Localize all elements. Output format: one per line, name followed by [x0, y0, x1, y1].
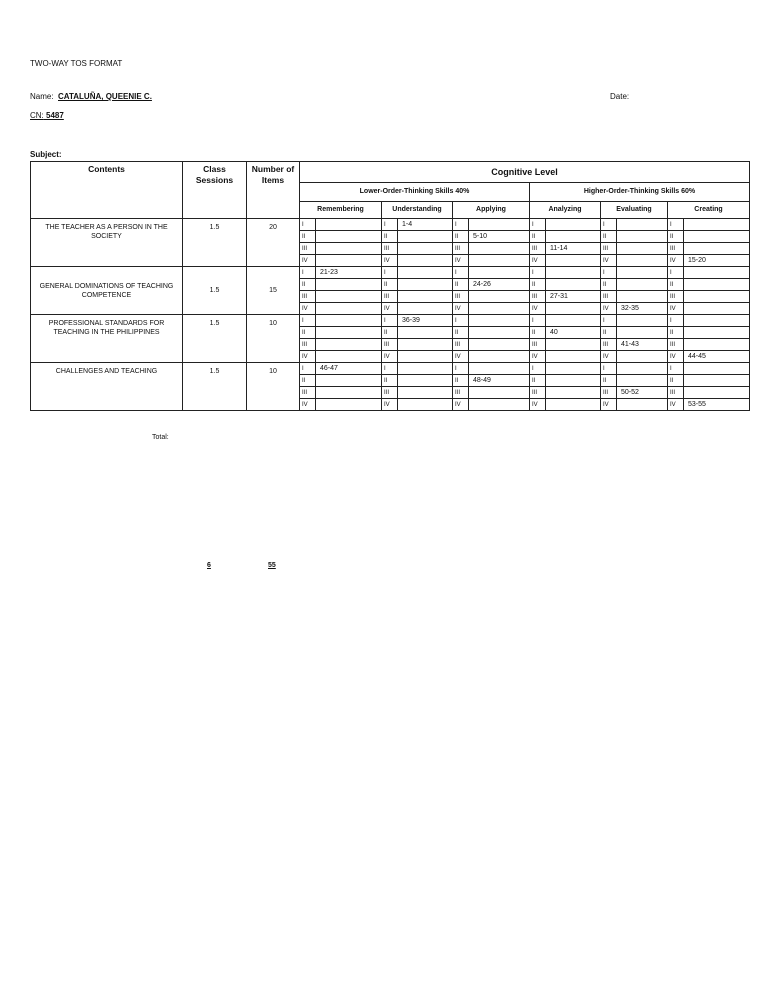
name-value: CATALUÑA, QUEENIE C. [58, 92, 152, 101]
roman-numeral: IV [668, 255, 684, 267]
item-range-remembering [316, 279, 382, 291]
content-topic: GENERAL DOMINATIONS OF TEACHING COMPETENCE [31, 267, 183, 315]
roman-numeral: II [382, 279, 398, 291]
roman-numeral: II [668, 375, 684, 387]
roman-numeral: IV [601, 399, 617, 411]
level-remembering: Remembering [300, 202, 382, 219]
item-range-creating [684, 243, 750, 255]
roman-numeral: II [300, 279, 316, 291]
item-range-applying [469, 339, 530, 351]
roman-numeral: IV [300, 303, 316, 315]
item-range-understanding [398, 303, 453, 315]
roman-numeral: IV [530, 399, 546, 411]
item-range-remembering: 21-23 [316, 267, 382, 279]
level-evaluating: Evaluating [601, 202, 668, 219]
item-range-evaluating: 32-35 [617, 303, 668, 315]
item-range-analyzing [546, 303, 601, 315]
roman-numeral: IV [453, 303, 469, 315]
item-range-analyzing: 11-14 [546, 243, 601, 255]
table-row [31, 363, 750, 375]
roman-numeral: III [382, 339, 398, 351]
item-range-evaluating: 41-43 [617, 339, 668, 351]
roman-numeral: IV [668, 399, 684, 411]
roman-numeral: I [300, 315, 316, 327]
document-title: TWO-WAY TOS FORMAT [30, 59, 123, 68]
level-analyzing: Analyzing [530, 202, 601, 219]
item-range-creating [684, 219, 750, 231]
item-range-applying: 5-10 [469, 231, 530, 243]
roman-numeral: IV [453, 255, 469, 267]
item-range-remembering [316, 255, 382, 267]
roman-numeral: IV [668, 303, 684, 315]
item-range-remembering [316, 327, 382, 339]
item-range-understanding [398, 387, 453, 399]
table-row [31, 267, 750, 279]
cn-row [30, 111, 64, 120]
roman-numeral: I [601, 363, 617, 375]
total-items: 55 [268, 562, 276, 569]
roman-numeral: III [382, 291, 398, 303]
content-topic: CHALLENGES AND TEACHING [31, 363, 183, 411]
item-range-evaluating [617, 327, 668, 339]
roman-numeral: III [453, 387, 469, 399]
roman-numeral: II [601, 231, 617, 243]
item-range-analyzing: 40 [546, 327, 601, 339]
item-range-creating: 53-55 [684, 399, 750, 411]
item-range-understanding [398, 399, 453, 411]
tos-table [30, 161, 750, 411]
roman-numeral: II [668, 231, 684, 243]
roman-numeral: I [601, 219, 617, 231]
number-of-items-value: 15 [247, 267, 300, 315]
roman-numeral: I [668, 363, 684, 375]
item-range-remembering [316, 351, 382, 363]
content-topic: THE TEACHER AS A PERSON IN THE SOCIETY [31, 219, 183, 267]
roman-numeral: III [453, 291, 469, 303]
item-range-understanding [398, 339, 453, 351]
item-range-applying [469, 363, 530, 375]
class-sessions-value: 1.5 [183, 267, 247, 315]
item-range-analyzing [546, 387, 601, 399]
name-label: Name: [30, 92, 54, 101]
item-range-remembering: 46-47 [316, 363, 382, 375]
item-range-creating [684, 291, 750, 303]
roman-numeral: IV [601, 255, 617, 267]
roman-numeral: III [382, 243, 398, 255]
item-range-creating [684, 315, 750, 327]
item-range-understanding: 36-39 [398, 315, 453, 327]
level-applying: Applying [453, 202, 530, 219]
roman-numeral: I [382, 267, 398, 279]
roman-numeral: I [453, 363, 469, 375]
item-range-evaluating [617, 363, 668, 375]
roman-numeral: III [668, 291, 684, 303]
item-range-evaluating [617, 243, 668, 255]
item-range-evaluating [617, 315, 668, 327]
item-range-applying [469, 387, 530, 399]
roman-numeral: III [601, 387, 617, 399]
roman-numeral: II [601, 327, 617, 339]
roman-numeral: IV [382, 255, 398, 267]
item-range-applying: 48-49 [469, 375, 530, 387]
roman-numeral: II [453, 375, 469, 387]
item-range-creating [684, 327, 750, 339]
item-range-analyzing [546, 279, 601, 291]
contents-header: Contents [31, 162, 183, 219]
tos-body [31, 219, 750, 411]
roman-numeral: I [668, 219, 684, 231]
item-range-evaluating [617, 219, 668, 231]
roman-numeral: IV [300, 255, 316, 267]
roman-numeral: III [668, 339, 684, 351]
roman-numeral: II [601, 279, 617, 291]
roman-numeral: III [300, 243, 316, 255]
roman-numeral: I [300, 363, 316, 375]
item-range-understanding [398, 375, 453, 387]
roman-numeral: I [382, 219, 398, 231]
roman-numeral: IV [453, 351, 469, 363]
item-range-analyzing [546, 255, 601, 267]
roman-numeral: II [300, 231, 316, 243]
roman-numeral: IV [601, 303, 617, 315]
item-range-creating [684, 387, 750, 399]
roman-numeral: I [601, 315, 617, 327]
item-range-understanding [398, 291, 453, 303]
roman-numeral: II [530, 375, 546, 387]
roman-numeral: III [453, 339, 469, 351]
item-range-creating: 15-20 [684, 255, 750, 267]
item-range-analyzing [546, 315, 601, 327]
roman-numeral: I [530, 315, 546, 327]
roman-numeral: I [300, 219, 316, 231]
roman-numeral: II [601, 375, 617, 387]
item-range-understanding [398, 255, 453, 267]
item-range-analyzing [546, 267, 601, 279]
roman-numeral: IV [668, 351, 684, 363]
item-range-understanding [398, 243, 453, 255]
roman-numeral: I [530, 219, 546, 231]
roman-numeral: IV [300, 351, 316, 363]
class-sessions-header: Class Sessions [183, 162, 247, 219]
roman-numeral: I [300, 267, 316, 279]
item-range-evaluating [617, 267, 668, 279]
roman-numeral: I [382, 315, 398, 327]
item-range-analyzing [546, 363, 601, 375]
item-range-creating [684, 339, 750, 351]
roman-numeral: II [300, 375, 316, 387]
roman-numeral: II [668, 327, 684, 339]
item-range-applying: 24-26 [469, 279, 530, 291]
roman-numeral: III [300, 387, 316, 399]
item-range-understanding [398, 231, 453, 243]
number-of-items-value: 10 [247, 315, 300, 363]
class-sessions-value: 1.5 [183, 315, 247, 363]
item-range-applying [469, 243, 530, 255]
item-range-evaluating: 50-52 [617, 387, 668, 399]
item-range-evaluating [617, 375, 668, 387]
class-sessions-value: 1.5 [183, 219, 247, 267]
item-range-evaluating [617, 255, 668, 267]
item-range-remembering [316, 231, 382, 243]
item-range-applying [469, 315, 530, 327]
item-range-remembering [316, 315, 382, 327]
roman-numeral: III [668, 387, 684, 399]
roman-numeral: II [300, 327, 316, 339]
number-of-items-value: 10 [247, 363, 300, 411]
roman-numeral: III [530, 243, 546, 255]
lots-header: Lower-Order-Thinking Skills 40% [300, 183, 530, 202]
roman-numeral: I [530, 267, 546, 279]
item-range-creating [684, 279, 750, 291]
item-range-evaluating [617, 231, 668, 243]
item-range-creating [684, 363, 750, 375]
item-range-understanding [398, 267, 453, 279]
item-range-analyzing [546, 339, 601, 351]
roman-numeral: I [453, 315, 469, 327]
roman-numeral: I [453, 219, 469, 231]
item-range-remembering [316, 243, 382, 255]
roman-numeral: IV [530, 351, 546, 363]
level-creating: Creating [668, 202, 750, 219]
roman-numeral: III [601, 339, 617, 351]
item-range-understanding [398, 363, 453, 375]
item-range-applying [469, 219, 530, 231]
roman-numeral: III [300, 339, 316, 351]
item-range-applying [469, 303, 530, 315]
item-range-analyzing [546, 375, 601, 387]
item-range-applying [469, 267, 530, 279]
level-understanding: Understanding [382, 202, 453, 219]
item-range-remembering [316, 303, 382, 315]
item-range-applying [469, 291, 530, 303]
roman-numeral: I [668, 267, 684, 279]
roman-numeral: I [382, 363, 398, 375]
item-range-applying [469, 351, 530, 363]
roman-numeral: I [668, 315, 684, 327]
hots-header: Higher-Order-Thinking Skills 60% [530, 183, 750, 202]
table-row [31, 219, 750, 231]
item-range-evaluating [617, 399, 668, 411]
roman-numeral: IV [453, 399, 469, 411]
item-range-remembering [316, 387, 382, 399]
roman-numeral: III [382, 387, 398, 399]
roman-numeral: III [530, 387, 546, 399]
subject-label: Subject: [30, 150, 62, 159]
roman-numeral: I [530, 363, 546, 375]
roman-numeral: II [453, 231, 469, 243]
item-range-creating [684, 231, 750, 243]
item-range-understanding [398, 327, 453, 339]
roman-numeral: II [668, 279, 684, 291]
item-range-evaluating [617, 291, 668, 303]
roman-numeral: II [530, 327, 546, 339]
item-range-evaluating [617, 351, 668, 363]
cognitive-level-header: Cognitive Level [300, 162, 750, 183]
roman-numeral: IV [382, 399, 398, 411]
roman-numeral: IV [530, 303, 546, 315]
roman-numeral: III [668, 243, 684, 255]
item-range-analyzing [546, 231, 601, 243]
item-range-analyzing: 27-31 [546, 291, 601, 303]
item-range-understanding [398, 279, 453, 291]
item-range-remembering [316, 399, 382, 411]
item-range-applying [469, 399, 530, 411]
item-range-applying [469, 255, 530, 267]
roman-numeral: I [601, 267, 617, 279]
item-range-analyzing [546, 219, 601, 231]
roman-numeral: IV [601, 351, 617, 363]
item-range-remembering [316, 219, 382, 231]
item-range-applying [469, 327, 530, 339]
roman-numeral: II [453, 279, 469, 291]
number-of-items-value: 20 [247, 219, 300, 267]
roman-numeral: II [382, 231, 398, 243]
total-sessions: 6 [207, 562, 211, 569]
table-row [31, 315, 750, 327]
roman-numeral: IV [382, 303, 398, 315]
roman-numeral: III [530, 291, 546, 303]
roman-numeral: IV [382, 351, 398, 363]
item-range-remembering [316, 291, 382, 303]
content-topic: PROFESSIONAL STANDARDS FOR TEACHING IN THE PHILIPPINES [31, 315, 183, 363]
roman-numeral: III [530, 339, 546, 351]
item-range-creating [684, 267, 750, 279]
roman-numeral: III [601, 243, 617, 255]
roman-numeral: III [601, 291, 617, 303]
total-label: Total: [152, 434, 169, 441]
item-range-understanding: 1-4 [398, 219, 453, 231]
item-range-analyzing [546, 399, 601, 411]
item-range-understanding [398, 351, 453, 363]
cn-value: 5487 [46, 111, 64, 120]
roman-numeral: I [453, 267, 469, 279]
roman-numeral: II [453, 327, 469, 339]
item-range-creating [684, 375, 750, 387]
class-sessions-value: 1.5 [183, 363, 247, 411]
item-range-evaluating [617, 279, 668, 291]
roman-numeral: II [530, 231, 546, 243]
roman-numeral: IV [300, 399, 316, 411]
item-range-analyzing [546, 351, 601, 363]
cn-label: CN: [30, 111, 44, 120]
roman-numeral: II [382, 375, 398, 387]
item-range-creating: 44-45 [684, 351, 750, 363]
roman-numeral: II [530, 279, 546, 291]
roman-numeral: III [300, 291, 316, 303]
roman-numeral: III [453, 243, 469, 255]
item-range-remembering [316, 375, 382, 387]
item-range-remembering [316, 339, 382, 351]
roman-numeral: II [382, 327, 398, 339]
number-of-items-header: Number of Items [247, 162, 300, 219]
date-label: Date: [610, 92, 630, 101]
item-range-creating [684, 303, 750, 315]
roman-numeral: IV [530, 255, 546, 267]
